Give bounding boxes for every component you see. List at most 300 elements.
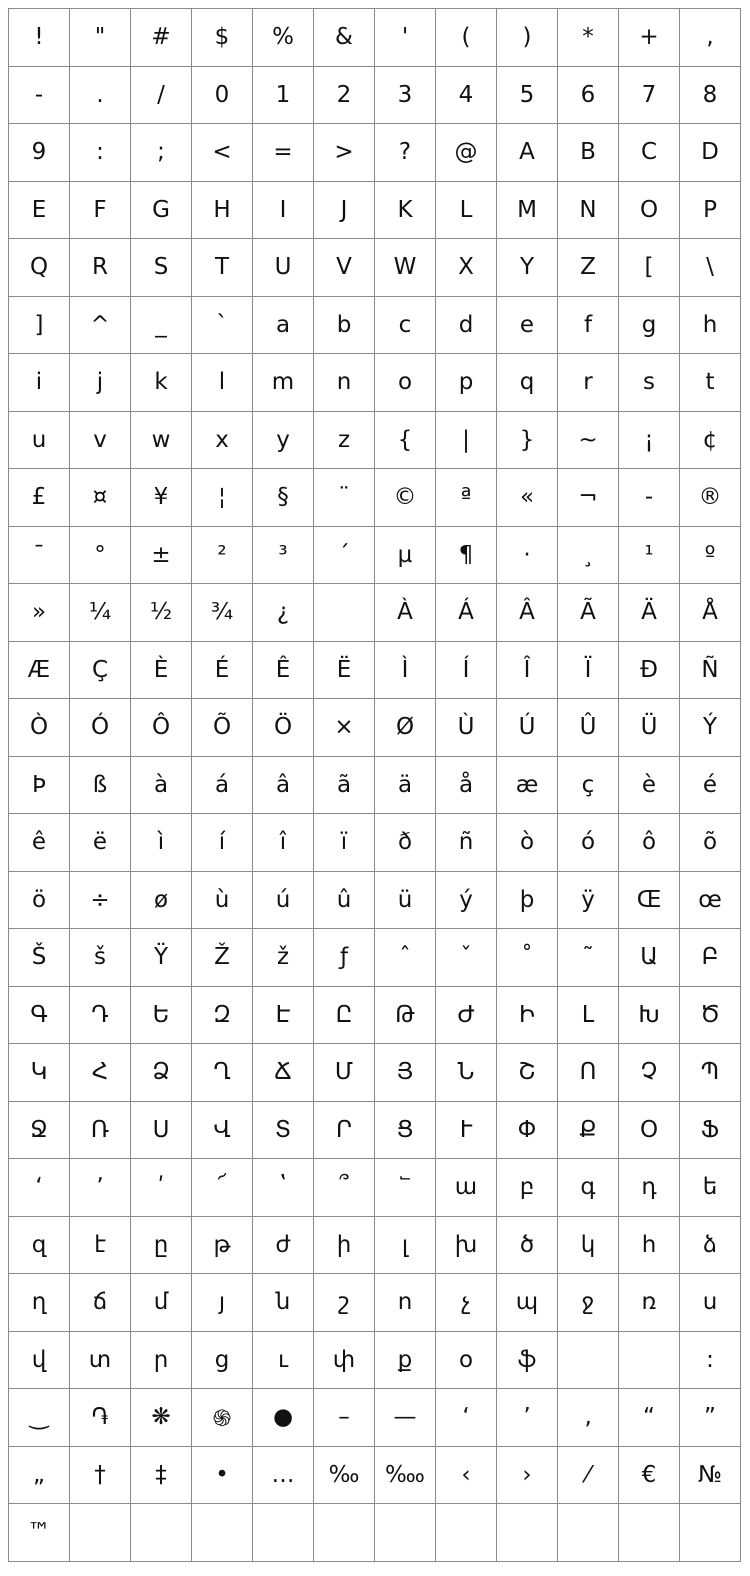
glyph-cell: & bbox=[314, 9, 375, 67]
glyph-cell: Հ bbox=[70, 1044, 131, 1102]
glyph-cell: E bbox=[9, 182, 70, 240]
glyph-cell bbox=[558, 1332, 619, 1390]
glyph-cell: º bbox=[680, 527, 741, 585]
glyph-cell: œ bbox=[680, 872, 741, 930]
glyph-cell: U bbox=[253, 239, 314, 297]
glyph-cell: e bbox=[497, 297, 558, 355]
glyph-cell: ð bbox=[375, 814, 436, 872]
glyph-cell: Î bbox=[497, 642, 558, 700]
glyph-cell: ƒ bbox=[314, 929, 375, 987]
glyph-cell: Ե bbox=[131, 987, 192, 1045]
glyph-cell: Թ bbox=[375, 987, 436, 1045]
glyph-cell: ç bbox=[558, 757, 619, 815]
glyph-cell: | bbox=[436, 412, 497, 470]
glyph-cell: + bbox=[619, 9, 680, 67]
glyph-cell: b bbox=[314, 297, 375, 355]
glyph-cell: : bbox=[680, 1332, 741, 1390]
glyph-cell: Ճ bbox=[253, 1044, 314, 1102]
glyph-cell: ւ bbox=[253, 1332, 314, 1390]
glyph-cell: Լ bbox=[558, 987, 619, 1045]
glyph-cell: ² bbox=[192, 527, 253, 585]
glyph-cell: ž bbox=[253, 929, 314, 987]
glyph-cell: Է bbox=[253, 987, 314, 1045]
glyph-cell: չ bbox=[436, 1274, 497, 1332]
glyph-cell: © bbox=[375, 469, 436, 527]
glyph-cell: Դ bbox=[70, 987, 131, 1045]
glyph-cell: ե bbox=[680, 1159, 741, 1217]
glyph-cell: Œ bbox=[619, 872, 680, 930]
glyph-cell: ´ bbox=[314, 527, 375, 585]
glyph-cell: Ï bbox=[558, 642, 619, 700]
glyph-cell: ß bbox=[70, 757, 131, 815]
glyph-cell: } bbox=[497, 412, 558, 470]
glyph-cell: ֍ bbox=[192, 1389, 253, 1447]
glyph-cell: Š bbox=[9, 929, 70, 987]
glyph-cell: ր bbox=[131, 1332, 192, 1390]
glyph-cell: է bbox=[70, 1217, 131, 1275]
glyph-cell bbox=[619, 1332, 680, 1390]
glyph-cell bbox=[70, 1504, 131, 1562]
glyph-cell: Ô bbox=[131, 699, 192, 757]
glyph-cell: j bbox=[70, 354, 131, 412]
glyph-cell: f bbox=[558, 297, 619, 355]
glyph-cell: V bbox=[314, 239, 375, 297]
glyph-cell: · bbox=[497, 527, 558, 585]
glyph-cell: ❋ bbox=[131, 1389, 192, 1447]
glyph-cell: d bbox=[436, 297, 497, 355]
glyph-cell: L bbox=[436, 182, 497, 240]
glyph-cell: v bbox=[70, 412, 131, 470]
glyph-cell: Ð bbox=[619, 642, 680, 700]
glyph-cell: ˇ bbox=[436, 929, 497, 987]
glyph-cell: Յ bbox=[375, 1044, 436, 1102]
glyph-cell: < bbox=[192, 124, 253, 182]
glyph-cell: ճ bbox=[70, 1274, 131, 1332]
glyph-cell: ֆ bbox=[497, 1332, 558, 1390]
glyph-cell: ‚ bbox=[558, 1389, 619, 1447]
glyph-cell: Ÿ bbox=[131, 929, 192, 987]
glyph-cell: ˚ bbox=[497, 929, 558, 987]
glyph-cell: ձ bbox=[680, 1217, 741, 1275]
glyph-cell: ñ bbox=[436, 814, 497, 872]
glyph-cell: ղ bbox=[9, 1274, 70, 1332]
glyph-cell: ³ bbox=[253, 527, 314, 585]
glyph-cell: ¤ bbox=[70, 469, 131, 527]
glyph-cell: ù bbox=[192, 872, 253, 930]
glyph-cell bbox=[314, 1504, 375, 1562]
glyph-cell: ո bbox=[375, 1274, 436, 1332]
glyph-cell: ք bbox=[375, 1332, 436, 1390]
glyph-cell: ¹ bbox=[619, 527, 680, 585]
glyph-cell: ի bbox=[314, 1217, 375, 1275]
glyph-cell: ● bbox=[253, 1389, 314, 1447]
glyph-cell: Ì bbox=[375, 642, 436, 700]
glyph-cell: o bbox=[375, 354, 436, 412]
glyph-cell: պ bbox=[497, 1274, 558, 1332]
glyph-cell: ռ bbox=[619, 1274, 680, 1332]
glyph-cell: ø bbox=[131, 872, 192, 930]
glyph-cell: Վ bbox=[192, 1102, 253, 1160]
glyph-cell: Ջ bbox=[9, 1102, 70, 1160]
glyph-cell: ‰ bbox=[314, 1447, 375, 1505]
glyph-cell: ` bbox=[192, 297, 253, 355]
glyph-cell: ՞ bbox=[314, 1159, 375, 1217]
glyph-cell bbox=[314, 584, 375, 642]
glyph-cell: k bbox=[131, 354, 192, 412]
glyph-cell: g bbox=[619, 297, 680, 355]
glyph-cell: Օ bbox=[619, 1102, 680, 1160]
glyph-cell: գ bbox=[558, 1159, 619, 1217]
glyph-cell: Ë bbox=[314, 642, 375, 700]
glyph-cell: Չ bbox=[619, 1044, 680, 1102]
glyph-cell: í bbox=[192, 814, 253, 872]
glyph-cell: ն bbox=[253, 1274, 314, 1332]
glyph-cell: Ս bbox=[131, 1102, 192, 1160]
glyph-cell: Ê bbox=[253, 642, 314, 700]
glyph-cell: ¢ bbox=[680, 412, 741, 470]
glyph-cell bbox=[253, 1504, 314, 1562]
glyph-cell: ” bbox=[680, 1389, 741, 1447]
glyph-cell: Í bbox=[436, 642, 497, 700]
glyph-cell: B bbox=[558, 124, 619, 182]
glyph-cell bbox=[375, 1504, 436, 1562]
glyph-cell: — bbox=[375, 1389, 436, 1447]
glyph-cell: ë bbox=[70, 814, 131, 872]
glyph-cell: D bbox=[680, 124, 741, 182]
glyph-cell: õ bbox=[680, 814, 741, 872]
glyph-cell: … bbox=[253, 1447, 314, 1505]
glyph-cell: ì bbox=[131, 814, 192, 872]
glyph-cell: „ bbox=[9, 1447, 70, 1505]
glyph-cell: ց bbox=[192, 1332, 253, 1390]
glyph-cell bbox=[680, 1504, 741, 1562]
glyph-cell: Ռ bbox=[70, 1102, 131, 1160]
glyph-cell: T bbox=[192, 239, 253, 297]
glyph-cell: 5 bbox=[497, 67, 558, 125]
glyph-cell: ÿ bbox=[558, 872, 619, 930]
glyph-cell: Õ bbox=[192, 699, 253, 757]
glyph-cell: Ä bbox=[619, 584, 680, 642]
glyph-cell: S bbox=[131, 239, 192, 297]
glyph-cell: z bbox=[314, 412, 375, 470]
glyph-cell: Ո bbox=[558, 1044, 619, 1102]
glyph-cell: № bbox=[680, 1447, 741, 1505]
glyph-cell: q bbox=[497, 354, 558, 412]
glyph-cell: ô bbox=[619, 814, 680, 872]
glyph-cell: " bbox=[70, 9, 131, 67]
glyph-cell: a bbox=[253, 297, 314, 355]
glyph-cell: տ bbox=[70, 1332, 131, 1390]
glyph-cell bbox=[497, 1504, 558, 1562]
glyph-cell: - bbox=[9, 67, 70, 125]
glyph-cell: կ bbox=[558, 1217, 619, 1275]
glyph-cell: r bbox=[558, 354, 619, 412]
glyph-cell: յ bbox=[192, 1274, 253, 1332]
glyph-cell: [ bbox=[619, 239, 680, 297]
glyph-cell: շ bbox=[314, 1274, 375, 1332]
glyph-cell: t bbox=[680, 354, 741, 412]
glyph-cell: Ù bbox=[436, 699, 497, 757]
glyph-cell: Q bbox=[9, 239, 70, 297]
glyph-cell: ֏ bbox=[70, 1389, 131, 1447]
glyph-cell: ‿ bbox=[9, 1389, 70, 1447]
glyph-cell: ʽ bbox=[253, 1159, 314, 1217]
glyph-cell: • bbox=[192, 1447, 253, 1505]
glyph-cell: ‡ bbox=[131, 1447, 192, 1505]
glyph-cell: դ bbox=[619, 1159, 680, 1217]
glyph-cell: Տ bbox=[253, 1102, 314, 1160]
glyph-cell: P bbox=[680, 182, 741, 240]
glyph-cell: A bbox=[497, 124, 558, 182]
glyph-cell: Մ bbox=[314, 1044, 375, 1102]
glyph-cell: à bbox=[131, 757, 192, 815]
glyph-cell: 0 bbox=[192, 67, 253, 125]
glyph-cell: ® bbox=[680, 469, 741, 527]
glyph-cell: 1 bbox=[253, 67, 314, 125]
glyph-cell: Þ bbox=[9, 757, 70, 815]
glyph-cell: s bbox=[619, 354, 680, 412]
glyph-cell: c bbox=[375, 297, 436, 355]
glyph-cell: ü bbox=[375, 872, 436, 930]
glyph-cell: « bbox=[497, 469, 558, 527]
glyph-cell: ý bbox=[436, 872, 497, 930]
glyph-cell: ' bbox=[375, 9, 436, 67]
glyph-cell: Ø bbox=[375, 699, 436, 757]
glyph-cell: è bbox=[619, 757, 680, 815]
glyph-cell: ú bbox=[253, 872, 314, 930]
glyph-cell: ծ bbox=[497, 1217, 558, 1275]
glyph-cell: O bbox=[619, 182, 680, 240]
glyph-cell: Â bbox=[497, 584, 558, 642]
glyph-cell: W bbox=[375, 239, 436, 297]
glyph-cell: » bbox=[9, 584, 70, 642]
glyph-cell: / bbox=[131, 67, 192, 125]
glyph-cell: Á bbox=[436, 584, 497, 642]
glyph-cell: i bbox=[9, 354, 70, 412]
glyph-cell: Ղ bbox=[192, 1044, 253, 1102]
glyph-cell: £ bbox=[9, 469, 70, 527]
glyph-grid bbox=[8, 8, 741, 1562]
glyph-cell: ¨ bbox=[314, 469, 375, 527]
glyph-cell: , bbox=[680, 9, 741, 67]
glyph-cell: ¿ bbox=[253, 584, 314, 642]
glyph-cell: զ bbox=[9, 1217, 70, 1275]
glyph-cell: å bbox=[436, 757, 497, 815]
glyph-cell: ժ bbox=[253, 1217, 314, 1275]
glyph-cell: î bbox=[253, 814, 314, 872]
glyph-cell: ¶ bbox=[436, 527, 497, 585]
glyph-cell: ) bbox=[497, 9, 558, 67]
glyph-cell: ջ bbox=[558, 1274, 619, 1332]
glyph-cell: Կ bbox=[9, 1044, 70, 1102]
glyph-cell: ¦ bbox=[192, 469, 253, 527]
glyph-cell: ս bbox=[680, 1274, 741, 1332]
glyph-cell: l bbox=[192, 354, 253, 412]
glyph-cell: ã bbox=[314, 757, 375, 815]
glyph-cell: թ bbox=[192, 1217, 253, 1275]
glyph-cell: F bbox=[70, 182, 131, 240]
glyph-cell: ó bbox=[558, 814, 619, 872]
glyph-cell: u bbox=[9, 412, 70, 470]
glyph-cell: È bbox=[131, 642, 192, 700]
glyph-cell: 9 bbox=[9, 124, 70, 182]
glyph-cell bbox=[619, 1504, 680, 1562]
glyph-cell: Å bbox=[680, 584, 741, 642]
glyph-cell: Ú bbox=[497, 699, 558, 757]
glyph-cell: - bbox=[619, 469, 680, 527]
glyph-cell: Ի bbox=[497, 987, 558, 1045]
glyph-cell: J bbox=[314, 182, 375, 240]
glyph-cell: ò bbox=[497, 814, 558, 872]
glyph-cell: § bbox=[253, 469, 314, 527]
glyph-cell: 3 bbox=[375, 67, 436, 125]
glyph-cell: ¥ bbox=[131, 469, 192, 527]
glyph-cell: լ bbox=[375, 1217, 436, 1275]
glyph-cell: ¸ bbox=[558, 527, 619, 585]
glyph-cell: Ց bbox=[375, 1102, 436, 1160]
glyph-cell: ը bbox=[131, 1217, 192, 1275]
glyph-cell: ¼ bbox=[70, 584, 131, 642]
glyph-cell: Ö bbox=[253, 699, 314, 757]
glyph-cell: 4 bbox=[436, 67, 497, 125]
glyph-cell: Ա bbox=[619, 929, 680, 987]
glyph-cell: հ bbox=[619, 1217, 680, 1275]
glyph-cell: $ bbox=[192, 9, 253, 67]
glyph-cell: ’ bbox=[497, 1389, 558, 1447]
glyph-cell: ʼ bbox=[70, 1159, 131, 1217]
glyph-cell: ˆ bbox=[375, 929, 436, 987]
glyph-cell: ՜ bbox=[192, 1159, 253, 1217]
glyph-cell: 2 bbox=[314, 67, 375, 125]
glyph-cell bbox=[131, 1504, 192, 1562]
glyph-cell: Ò bbox=[9, 699, 70, 757]
glyph-cell: m bbox=[253, 354, 314, 412]
glyph-cell: Զ bbox=[192, 987, 253, 1045]
glyph-cell: µ bbox=[375, 527, 436, 585]
glyph-cell: Æ bbox=[9, 642, 70, 700]
glyph-cell: % bbox=[253, 9, 314, 67]
glyph-cell: Y bbox=[497, 239, 558, 297]
glyph-cell: # bbox=[131, 9, 192, 67]
glyph-cell: . bbox=[70, 67, 131, 125]
glyph-cell: À bbox=[375, 584, 436, 642]
glyph-cell: š bbox=[70, 929, 131, 987]
glyph-cell: K bbox=[375, 182, 436, 240]
glyph-cell: I bbox=[253, 182, 314, 240]
glyph-cell: Պ bbox=[680, 1044, 741, 1102]
glyph-cell: X bbox=[436, 239, 497, 297]
glyph-cell: ï bbox=[314, 814, 375, 872]
glyph-cell: ê bbox=[9, 814, 70, 872]
glyph-cell: ½ bbox=[131, 584, 192, 642]
glyph-cell: փ bbox=[314, 1332, 375, 1390]
glyph-cell: ± bbox=[131, 527, 192, 585]
glyph-cell: > bbox=[314, 124, 375, 182]
glyph-cell: բ bbox=[497, 1159, 558, 1217]
glyph-cell: ¡ bbox=[619, 412, 680, 470]
glyph-cell: = bbox=[253, 124, 314, 182]
glyph-cell: n bbox=[314, 354, 375, 412]
glyph-cell: – bbox=[314, 1389, 375, 1447]
glyph-cell: 7 bbox=[619, 67, 680, 125]
glyph-cell: û bbox=[314, 872, 375, 930]
glyph-cell: Փ bbox=[497, 1102, 558, 1160]
glyph-cell: C bbox=[619, 124, 680, 182]
glyph-cell: Ծ bbox=[680, 987, 741, 1045]
glyph-cell: á bbox=[192, 757, 253, 815]
glyph-cell: @ bbox=[436, 124, 497, 182]
glyph-cell: Գ bbox=[9, 987, 70, 1045]
glyph-cell: ˜ bbox=[558, 929, 619, 987]
glyph-cell: ՟ bbox=[375, 1159, 436, 1217]
glyph-cell: € bbox=[619, 1447, 680, 1505]
glyph-cell: Բ bbox=[680, 929, 741, 987]
glyph-cell: G bbox=[131, 182, 192, 240]
glyph-cell: մ bbox=[131, 1274, 192, 1332]
glyph-cell: Ւ bbox=[436, 1102, 497, 1160]
glyph-cell: ª bbox=[436, 469, 497, 527]
glyph-cell: ö bbox=[9, 872, 70, 930]
glyph-cell: ~ bbox=[558, 412, 619, 470]
glyph-cell: Ն bbox=[436, 1044, 497, 1102]
glyph-cell: Ձ bbox=[131, 1044, 192, 1102]
glyph-cell: Ր bbox=[314, 1102, 375, 1160]
glyph-cell: Û bbox=[558, 699, 619, 757]
glyph-cell bbox=[558, 1504, 619, 1562]
glyph-cell: ^ bbox=[70, 297, 131, 355]
glyph-cell: խ bbox=[436, 1217, 497, 1275]
glyph-cell: þ bbox=[497, 872, 558, 930]
glyph-cell: y bbox=[253, 412, 314, 470]
glyph-cell: × bbox=[314, 699, 375, 757]
glyph-cell: Ժ bbox=[436, 987, 497, 1045]
glyph-cell: ¯ bbox=[9, 527, 70, 585]
glyph-cell: Ñ bbox=[680, 642, 741, 700]
glyph-cell: M bbox=[497, 182, 558, 240]
glyph-cell: ʹ bbox=[131, 1159, 192, 1217]
glyph-cell: Ã bbox=[558, 584, 619, 642]
glyph-cell: ‘ bbox=[436, 1389, 497, 1447]
glyph-cell: ] bbox=[9, 297, 70, 355]
glyph-cell: Ք bbox=[558, 1102, 619, 1160]
glyph-cell: վ bbox=[9, 1332, 70, 1390]
glyph-cell: Z bbox=[558, 239, 619, 297]
glyph-cell: N bbox=[558, 182, 619, 240]
glyph-cell: _ bbox=[131, 297, 192, 355]
glyph-cell: * bbox=[558, 9, 619, 67]
glyph-cell: ( bbox=[436, 9, 497, 67]
glyph-cell: ÷ bbox=[70, 872, 131, 930]
glyph-cell: † bbox=[70, 1447, 131, 1505]
glyph-cell: x bbox=[192, 412, 253, 470]
glyph-cell: Ç bbox=[70, 642, 131, 700]
glyph-cell: Ó bbox=[70, 699, 131, 757]
glyph-cell: ? bbox=[375, 124, 436, 182]
glyph-cell: 6 bbox=[558, 67, 619, 125]
glyph-cell: Շ bbox=[497, 1044, 558, 1102]
glyph-cell: R bbox=[70, 239, 131, 297]
glyph-cell: H bbox=[192, 182, 253, 240]
glyph-cell: ¬ bbox=[558, 469, 619, 527]
glyph-cell: Ֆ bbox=[680, 1102, 741, 1160]
glyph-cell: p bbox=[436, 354, 497, 412]
glyph-cell: ա bbox=[436, 1159, 497, 1217]
glyph-cell: { bbox=[375, 412, 436, 470]
glyph-cell: ° bbox=[70, 527, 131, 585]
glyph-cell: Ü bbox=[619, 699, 680, 757]
glyph-cell: 8 bbox=[680, 67, 741, 125]
glyph-cell: ʻ bbox=[9, 1159, 70, 1217]
